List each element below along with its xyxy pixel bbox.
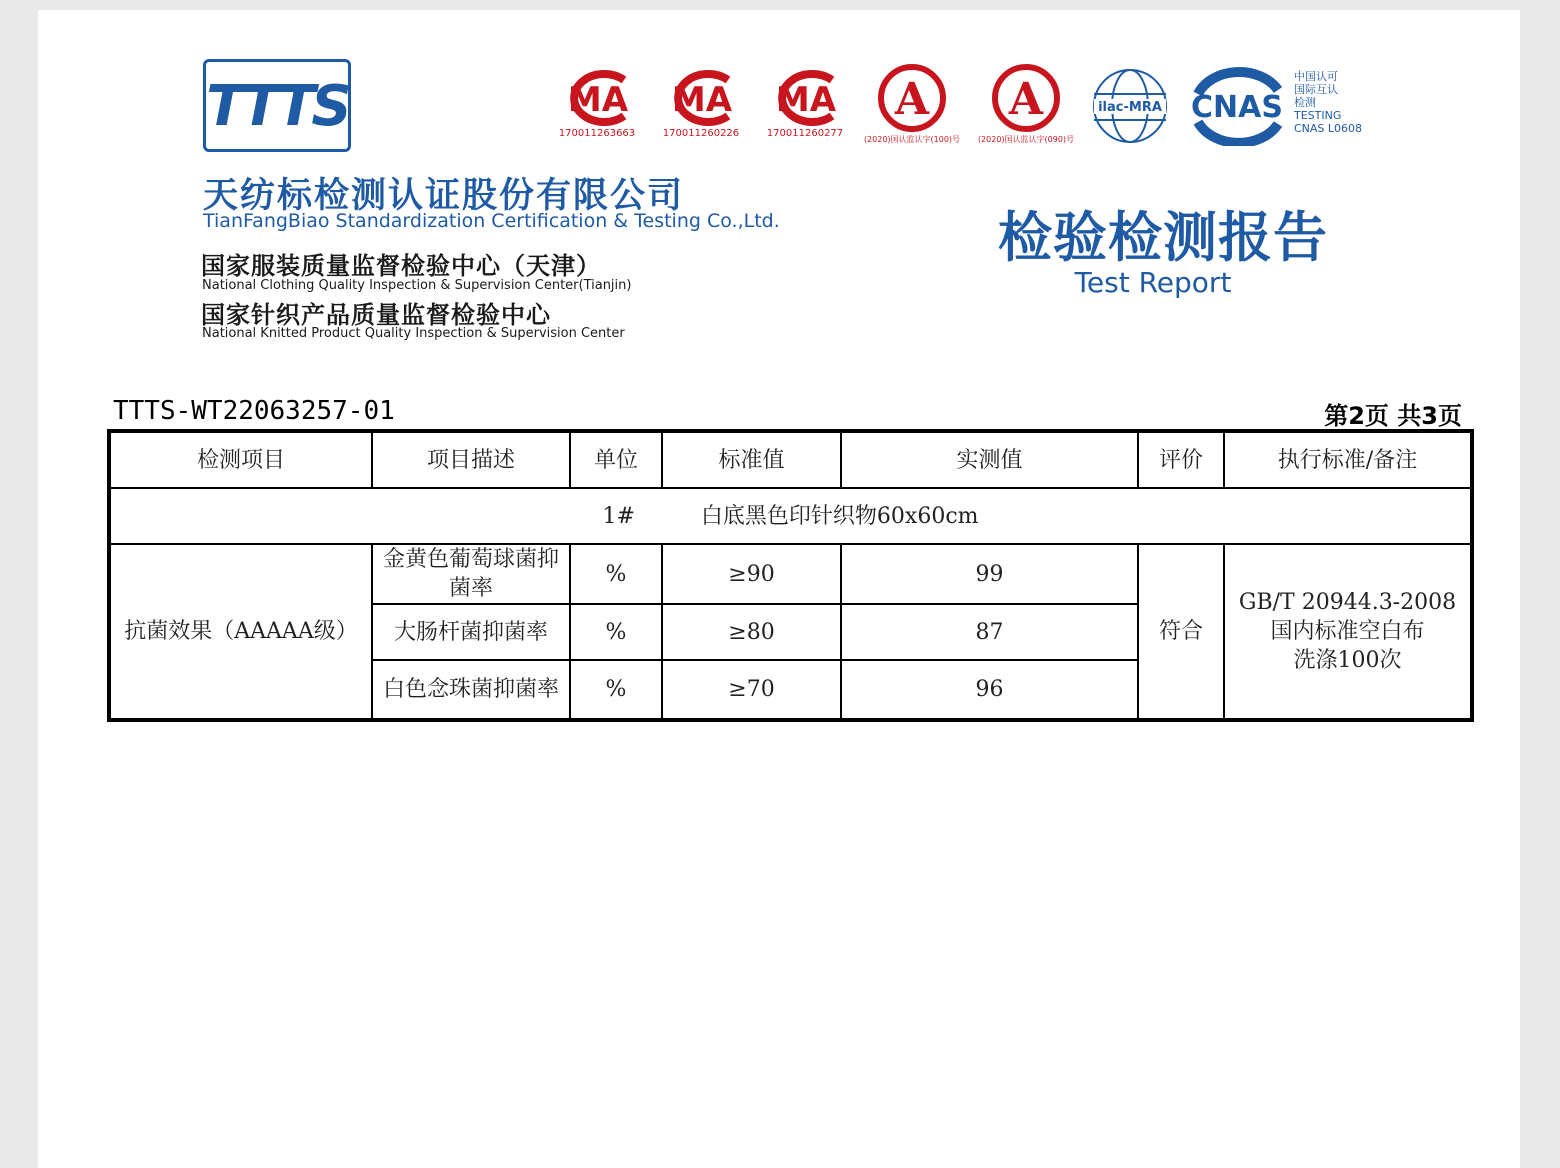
standard-cell: ≥90	[662, 544, 841, 604]
svg-text:MA: MA	[775, 80, 837, 120]
cnas-accreditation-text: 中国认可 国际互认 检测 TESTING CNAS L0608	[1294, 70, 1363, 135]
ttts-logo	[203, 59, 351, 152]
report-title-cn: 检验检测报告	[998, 206, 1328, 269]
measured-cell: 99	[841, 544, 1138, 604]
svg-text:A: A	[1008, 74, 1044, 125]
company-name-en: TianFangBiao Standardization Certification & Testing Co.,Ltd.	[203, 210, 780, 232]
cma-mark-1	[551, 68, 643, 139]
svg-text:MA: MA	[567, 80, 629, 120]
remark-line: 国内标准空白布	[1270, 619, 1425, 644]
header-cell: 实测值	[841, 431, 1138, 488]
description-cell: 大肠杆菌抑菌率	[372, 604, 570, 660]
header-cell: 检测项目	[109, 431, 372, 488]
header-cell: 项目描述	[372, 431, 570, 488]
description-cell: 白色念珠菌抑菌率	[372, 660, 570, 720]
header-cell: 标准值	[662, 431, 841, 488]
center1-name-en: National Clothing Quality Inspection & Supervision Center(Tianjin)	[202, 278, 632, 293]
remark-line: 洗涤100次	[1293, 648, 1402, 673]
table-row	[109, 544, 1472, 604]
header-cell: 执行标准/备注	[1224, 431, 1472, 488]
description-cell: 金黄色葡萄球菌抑菌率	[372, 544, 570, 604]
sample-name: 白底黑色印针织物60x60cm	[700, 503, 979, 529]
results-table	[107, 429, 1474, 722]
unit-cell: %	[570, 660, 662, 720]
sample-row	[109, 488, 1472, 544]
svg-text:A: A	[894, 74, 930, 125]
cma-number: 170011260226	[662, 128, 740, 139]
measured-cell: 96	[841, 660, 1138, 720]
logo-text: TTTS	[206, 74, 348, 139]
unit-cell: %	[570, 544, 662, 604]
center2-name-en: National Knitted Product Quality Inspection & Supervision Center	[202, 326, 625, 341]
cal-seal-icon	[986, 62, 1066, 134]
measured-cell: 87	[841, 604, 1138, 660]
unit-cell: %	[570, 604, 662, 660]
standard-cell: ≥70	[662, 660, 841, 720]
cma-mark-2	[655, 68, 747, 139]
page-indicator: 第2页 共3页	[1324, 402, 1462, 430]
cal-mark-2	[974, 62, 1078, 145]
svg-text:CNAS: CNAS	[1191, 90, 1283, 125]
sample-cell	[109, 488, 1472, 544]
cma-seal-icon	[658, 68, 744, 128]
cma-number: 170011260277	[766, 128, 844, 139]
evaluation-cell: 符合	[1138, 544, 1224, 720]
ilac-globe-icon	[1090, 64, 1170, 148]
report-page	[38, 10, 1520, 1168]
cma-mark-3	[759, 68, 851, 139]
cal-seal-icon	[872, 62, 952, 134]
svg-text:MA: MA	[671, 80, 733, 120]
header-cell: 单位	[570, 431, 662, 488]
sample-number: 1#	[602, 503, 635, 529]
report-number: TTTS-WT22063257-01	[113, 396, 395, 426]
center1-name-cn: 国家服装质量监督检验中心（天津）	[201, 252, 601, 280]
svg-text:ilac-MRA: ilac-MRA	[1098, 100, 1162, 115]
table-header-row	[109, 431, 1472, 488]
remark-line: GB/T 20944.3-2008	[1238, 590, 1457, 615]
report-title-en: Test Report	[1074, 266, 1232, 299]
cma-seal-icon	[554, 68, 640, 128]
remark-cell	[1224, 544, 1472, 720]
header-cell: 评价	[1138, 431, 1224, 488]
cma-number: 170011263663	[558, 128, 636, 139]
cnas-logo-icon	[1186, 66, 1290, 146]
cal-number: (2020)国认监认字(100)号	[863, 135, 961, 144]
ilac-mra-mark	[1090, 64, 1170, 148]
test-item-cell: 抗菌效果（AAAAA级）	[109, 544, 372, 720]
standard-cell: ≥80	[662, 604, 841, 660]
cnas-mark	[1186, 66, 1290, 146]
cal-mark-1	[860, 62, 964, 145]
cal-number: (2020)国认监认字(090)号	[977, 135, 1075, 144]
company-name-cn: 天纺标检测认证股份有限公司	[203, 176, 685, 216]
center2-name-cn: 国家针织产品质量监督检验中心	[201, 301, 551, 329]
cma-seal-icon	[762, 68, 848, 128]
